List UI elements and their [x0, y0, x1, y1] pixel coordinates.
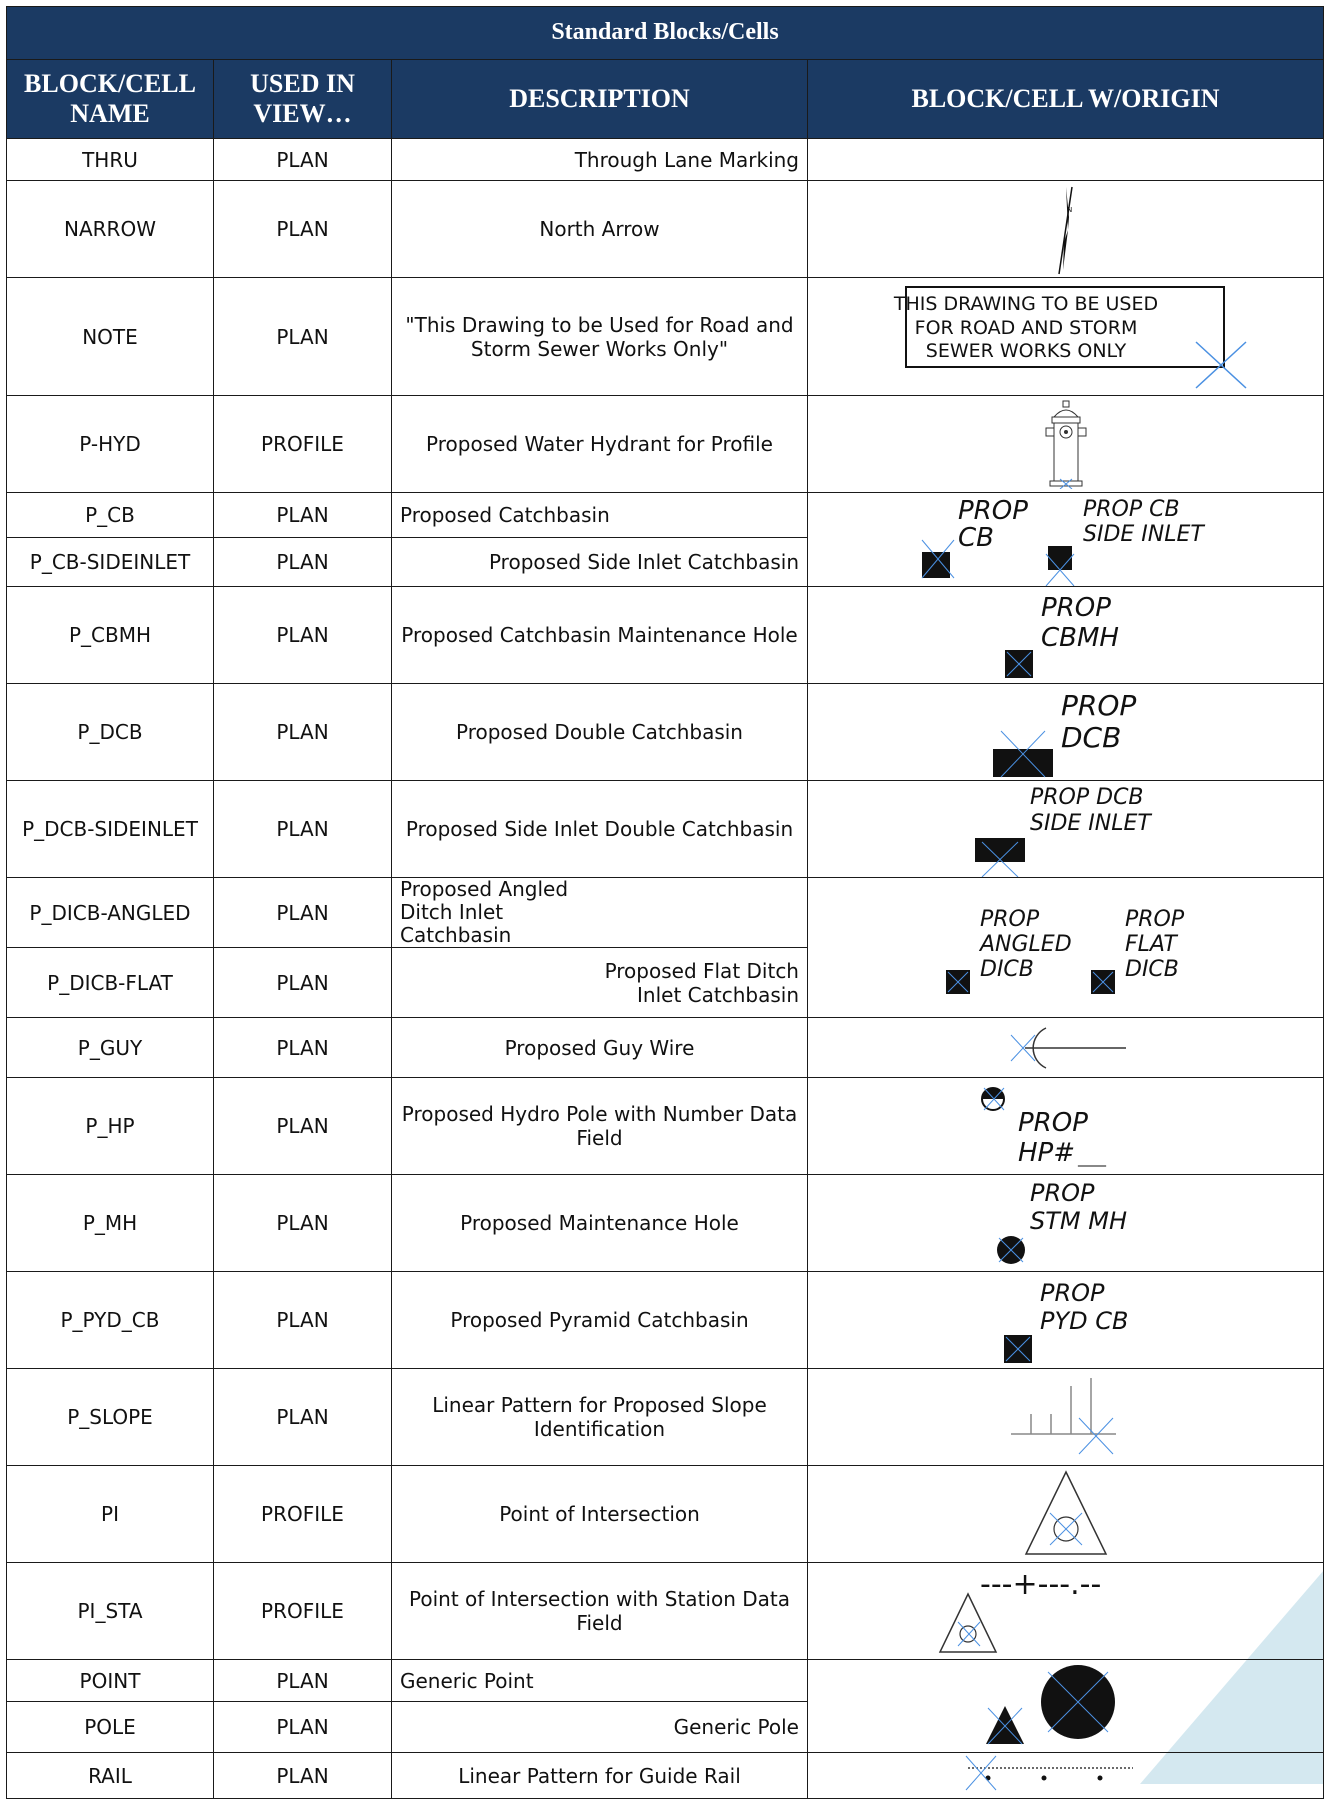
cbmh-line-2: CBMH: [1041, 622, 1119, 653]
mh-line-1: PROP: [1030, 1178, 1095, 1207]
cell-view: PLAN: [214, 1660, 392, 1702]
table-row: [7, 1563, 1324, 1660]
note-cell: [808, 278, 1324, 396]
cbmh-icon: [808, 588, 1324, 683]
cell-name: P_SLOPE: [7, 1369, 214, 1466]
cell-description: North Arrow: [392, 181, 808, 278]
slope-pattern-icon: [1001, 1372, 1131, 1462]
cell-name: RAIL: [7, 1753, 214, 1799]
cell-description: Proposed Guy Wire: [392, 1018, 808, 1078]
cell-view: PLAN: [214, 1018, 392, 1078]
table-row: [7, 396, 1324, 493]
cell-description: Point of Intersection with Station Data Field: [392, 1563, 808, 1660]
cell-description: Point of Intersection: [392, 1466, 808, 1563]
cell-description: Proposed Hydro Pole with Number Data Field: [392, 1078, 808, 1175]
hydro-pole-cell: [808, 1078, 1324, 1175]
dcb-cell: [808, 684, 1324, 781]
table-row: [7, 684, 1324, 781]
cell-name: P_MH: [7, 1175, 214, 1272]
cell-name: P_DCB-SIDEINLET: [7, 781, 214, 878]
header-used-in-view: USED IN VIEW…: [214, 60, 392, 139]
hp-line-2: HP#: [1018, 1137, 1076, 1168]
cell-description: Proposed Side Inlet Catchbasin: [392, 538, 808, 587]
cell-view: PROFILE: [214, 1563, 392, 1660]
hydrant-icon: [1036, 399, 1096, 489]
cell-view: PLAN: [214, 139, 392, 181]
cell-name: P_CB-SIDEINLET: [7, 538, 214, 587]
table-title: Standard Blocks/Cells: [7, 7, 1324, 60]
cell-name: PI: [7, 1466, 214, 1563]
cell-view: PLAN: [214, 1369, 392, 1466]
point-pole-icons: [808, 1660, 1324, 1752]
cell-view: PROFILE: [214, 396, 392, 493]
header-description: DESCRIPTION: [392, 60, 808, 139]
cell-name: P_DCB: [7, 684, 214, 781]
cbmh-line-1: PROP: [1041, 592, 1111, 623]
table-row: [7, 278, 1324, 396]
pi-triangle-icon: [1016, 1467, 1116, 1562]
dicb-a-line-3: DICB: [980, 956, 1034, 982]
cell-description: Linear Pattern for Proposed Slope Identification: [392, 1369, 808, 1466]
hydro-pole-icon: [808, 1079, 1324, 1174]
guy-wire-icon: [1001, 1023, 1131, 1073]
cell-view: PLAN: [214, 684, 392, 781]
note-line-1: THIS DRAWING TO BE USED: [893, 292, 1158, 315]
pyramid-cb-cell: [808, 1272, 1324, 1369]
cell-view: PLAN: [214, 878, 392, 948]
guide-rail-icon: [808, 1754, 1324, 1798]
cell-view: PLAN: [214, 1272, 392, 1369]
cell-view: PROFILE: [214, 1466, 392, 1563]
cell-name: THRU: [7, 139, 214, 181]
cell-description: Generic Point: [392, 1660, 808, 1702]
table-row: [7, 1272, 1324, 1369]
dcb-sideinlet-icon: [808, 782, 1324, 877]
table-row: [7, 1078, 1324, 1175]
table-row: [7, 1753, 1324, 1799]
dcbsi-line-2: SIDE INLET: [1030, 810, 1151, 836]
dcb-line-1: PROP: [1061, 688, 1137, 722]
dicb-a-line-2: ANGLED: [980, 931, 1072, 957]
note-block-icon: [866, 282, 1266, 392]
cell-view: PLAN: [214, 1702, 392, 1753]
dicb-cell: [808, 878, 1324, 1018]
table-row: [7, 1369, 1324, 1466]
cb-label: CB: [958, 522, 994, 553]
cell-description: Proposed Side Inlet Double Catchbasin: [392, 781, 808, 878]
table-row: [7, 139, 1324, 181]
dicb-icons: [808, 892, 1324, 1004]
pi-cell: [808, 1466, 1324, 1563]
note-line-2: FOR ROAD AND STORM: [914, 316, 1137, 339]
cell-name: P_DICB-ANGLED: [7, 878, 214, 948]
cell-view: PLAN: [214, 181, 392, 278]
north-arrow-cell: [808, 181, 1324, 278]
cbmh-cell: [808, 587, 1324, 684]
table-row: [7, 878, 1324, 948]
cell-name: POINT: [7, 1660, 214, 1702]
cbsi-line-2: SIDE INLET: [1083, 521, 1204, 547]
dicb-a-line-1: PROP: [980, 906, 1040, 932]
pyd-line-1: PROP: [1040, 1278, 1105, 1307]
hp-line-1: PROP: [1018, 1107, 1088, 1138]
pi-station-cell: [808, 1563, 1324, 1660]
dcb-line-2: DCB: [1061, 720, 1122, 754]
cell-name: P_CBMH: [7, 587, 214, 684]
guy-wire-cell: [808, 1018, 1324, 1078]
guide-rail-cell: [808, 1753, 1324, 1799]
cell-description: Through Lane Marking: [392, 139, 808, 181]
table-row: [7, 1660, 1324, 1702]
cell-view: PLAN: [214, 587, 392, 684]
hydrant-cell: [808, 396, 1324, 493]
cell-name: P_GUY: [7, 1018, 214, 1078]
table-row: [7, 1018, 1324, 1078]
pyramid-cb-icon: [808, 1273, 1324, 1368]
cbsi-line-1: PROP CB: [1083, 496, 1180, 522]
dicb-flat-description: Proposed Flat Ditch Inlet Catchbasin: [604, 958, 799, 1007]
cell-description: [392, 948, 808, 1018]
table-row: [7, 781, 1324, 878]
cell-view: PLAN: [214, 781, 392, 878]
dicb-f-line-1: PROP: [1125, 906, 1185, 932]
dcbsi-line-1: PROP DCB: [1030, 784, 1144, 810]
table-row: [7, 181, 1324, 278]
dicb-f-line-3: DICB: [1125, 956, 1179, 982]
cell-view: PLAN: [214, 1175, 392, 1272]
standard-blocks-table: [6, 6, 1324, 1799]
cell-view: PLAN: [214, 948, 392, 1018]
cell-description: Proposed Pyramid Catchbasin: [392, 1272, 808, 1369]
dcb-sideinlet-cell: [808, 781, 1324, 878]
note-line-3: SEWER WORKS ONLY: [925, 339, 1126, 362]
cell-view: PLAN: [214, 538, 392, 587]
dicb-angled-description: Proposed Angled Ditch Inlet Catchbasin: [400, 877, 569, 947]
cell-name: P_PYD_CB: [7, 1272, 214, 1369]
cell-name: NOTE: [7, 278, 214, 396]
catchbasin-cell: [808, 493, 1324, 587]
table-row: [7, 493, 1324, 538]
cell-name: PI_STA: [7, 1563, 214, 1660]
slope-pattern-cell: [808, 1369, 1324, 1466]
cell-name: POLE: [7, 1702, 214, 1753]
cell-view: PLAN: [214, 1078, 392, 1175]
cell-name: P_HP: [7, 1078, 214, 1175]
cell-name: P-HYD: [7, 396, 214, 493]
station-data-field: ---+---.--: [980, 1566, 1102, 1602]
table-row: [7, 1175, 1324, 1272]
north-arrow-n: N: [1066, 205, 1072, 214]
cell-description: Proposed Water Hydrant for Profile: [392, 396, 808, 493]
cell-name: NARROW: [7, 181, 214, 278]
cb-prop: PROP: [958, 495, 1028, 526]
maintenance-hole-icon: [808, 1176, 1324, 1271]
mh-line-2: STM MH: [1030, 1206, 1127, 1235]
header-block-cell-origin: BLOCK/CELL W/ORIGIN: [808, 60, 1324, 139]
cell-view: PLAN: [214, 493, 392, 538]
north-arrow-icon: [1006, 182, 1126, 277]
cell-description: Proposed Double Catchbasin: [392, 684, 808, 781]
pi-station-icon: [808, 1564, 1324, 1659]
cell-view: PLAN: [214, 1753, 392, 1799]
table-row: [7, 587, 1324, 684]
cell-name: P_CB: [7, 493, 214, 538]
table-row: [7, 1466, 1324, 1563]
point-pole-cell: [808, 1660, 1324, 1753]
hp-blank: ____: [1078, 1150, 1106, 1167]
cell-description: Generic Pole: [392, 1702, 808, 1753]
cell-preview-empty: [808, 139, 1324, 181]
cell-description: "This Drawing to be Used for Road and Storm Sewer Works Only": [392, 278, 808, 396]
pyd-line-2: PYD CB: [1040, 1306, 1129, 1335]
cell-description: Linear Pattern for Guide Rail: [392, 1753, 808, 1799]
catchbasin-icons: [808, 494, 1324, 586]
cell-name: P_DICB-FLAT: [7, 948, 214, 1018]
cell-description: [392, 878, 808, 948]
cell-description: Proposed Maintenance Hole: [392, 1175, 808, 1272]
maintenance-hole-cell: [808, 1175, 1324, 1272]
dcb-icon: [808, 685, 1324, 780]
header-block-cell-name: BLOCK/CELL NAME: [7, 60, 214, 139]
cell-view: PLAN: [214, 278, 392, 396]
cell-description: Proposed Catchbasin Maintenance Hole: [392, 587, 808, 684]
cell-description: Proposed Catchbasin: [392, 493, 808, 538]
dicb-f-line-2: FLAT: [1125, 931, 1177, 957]
